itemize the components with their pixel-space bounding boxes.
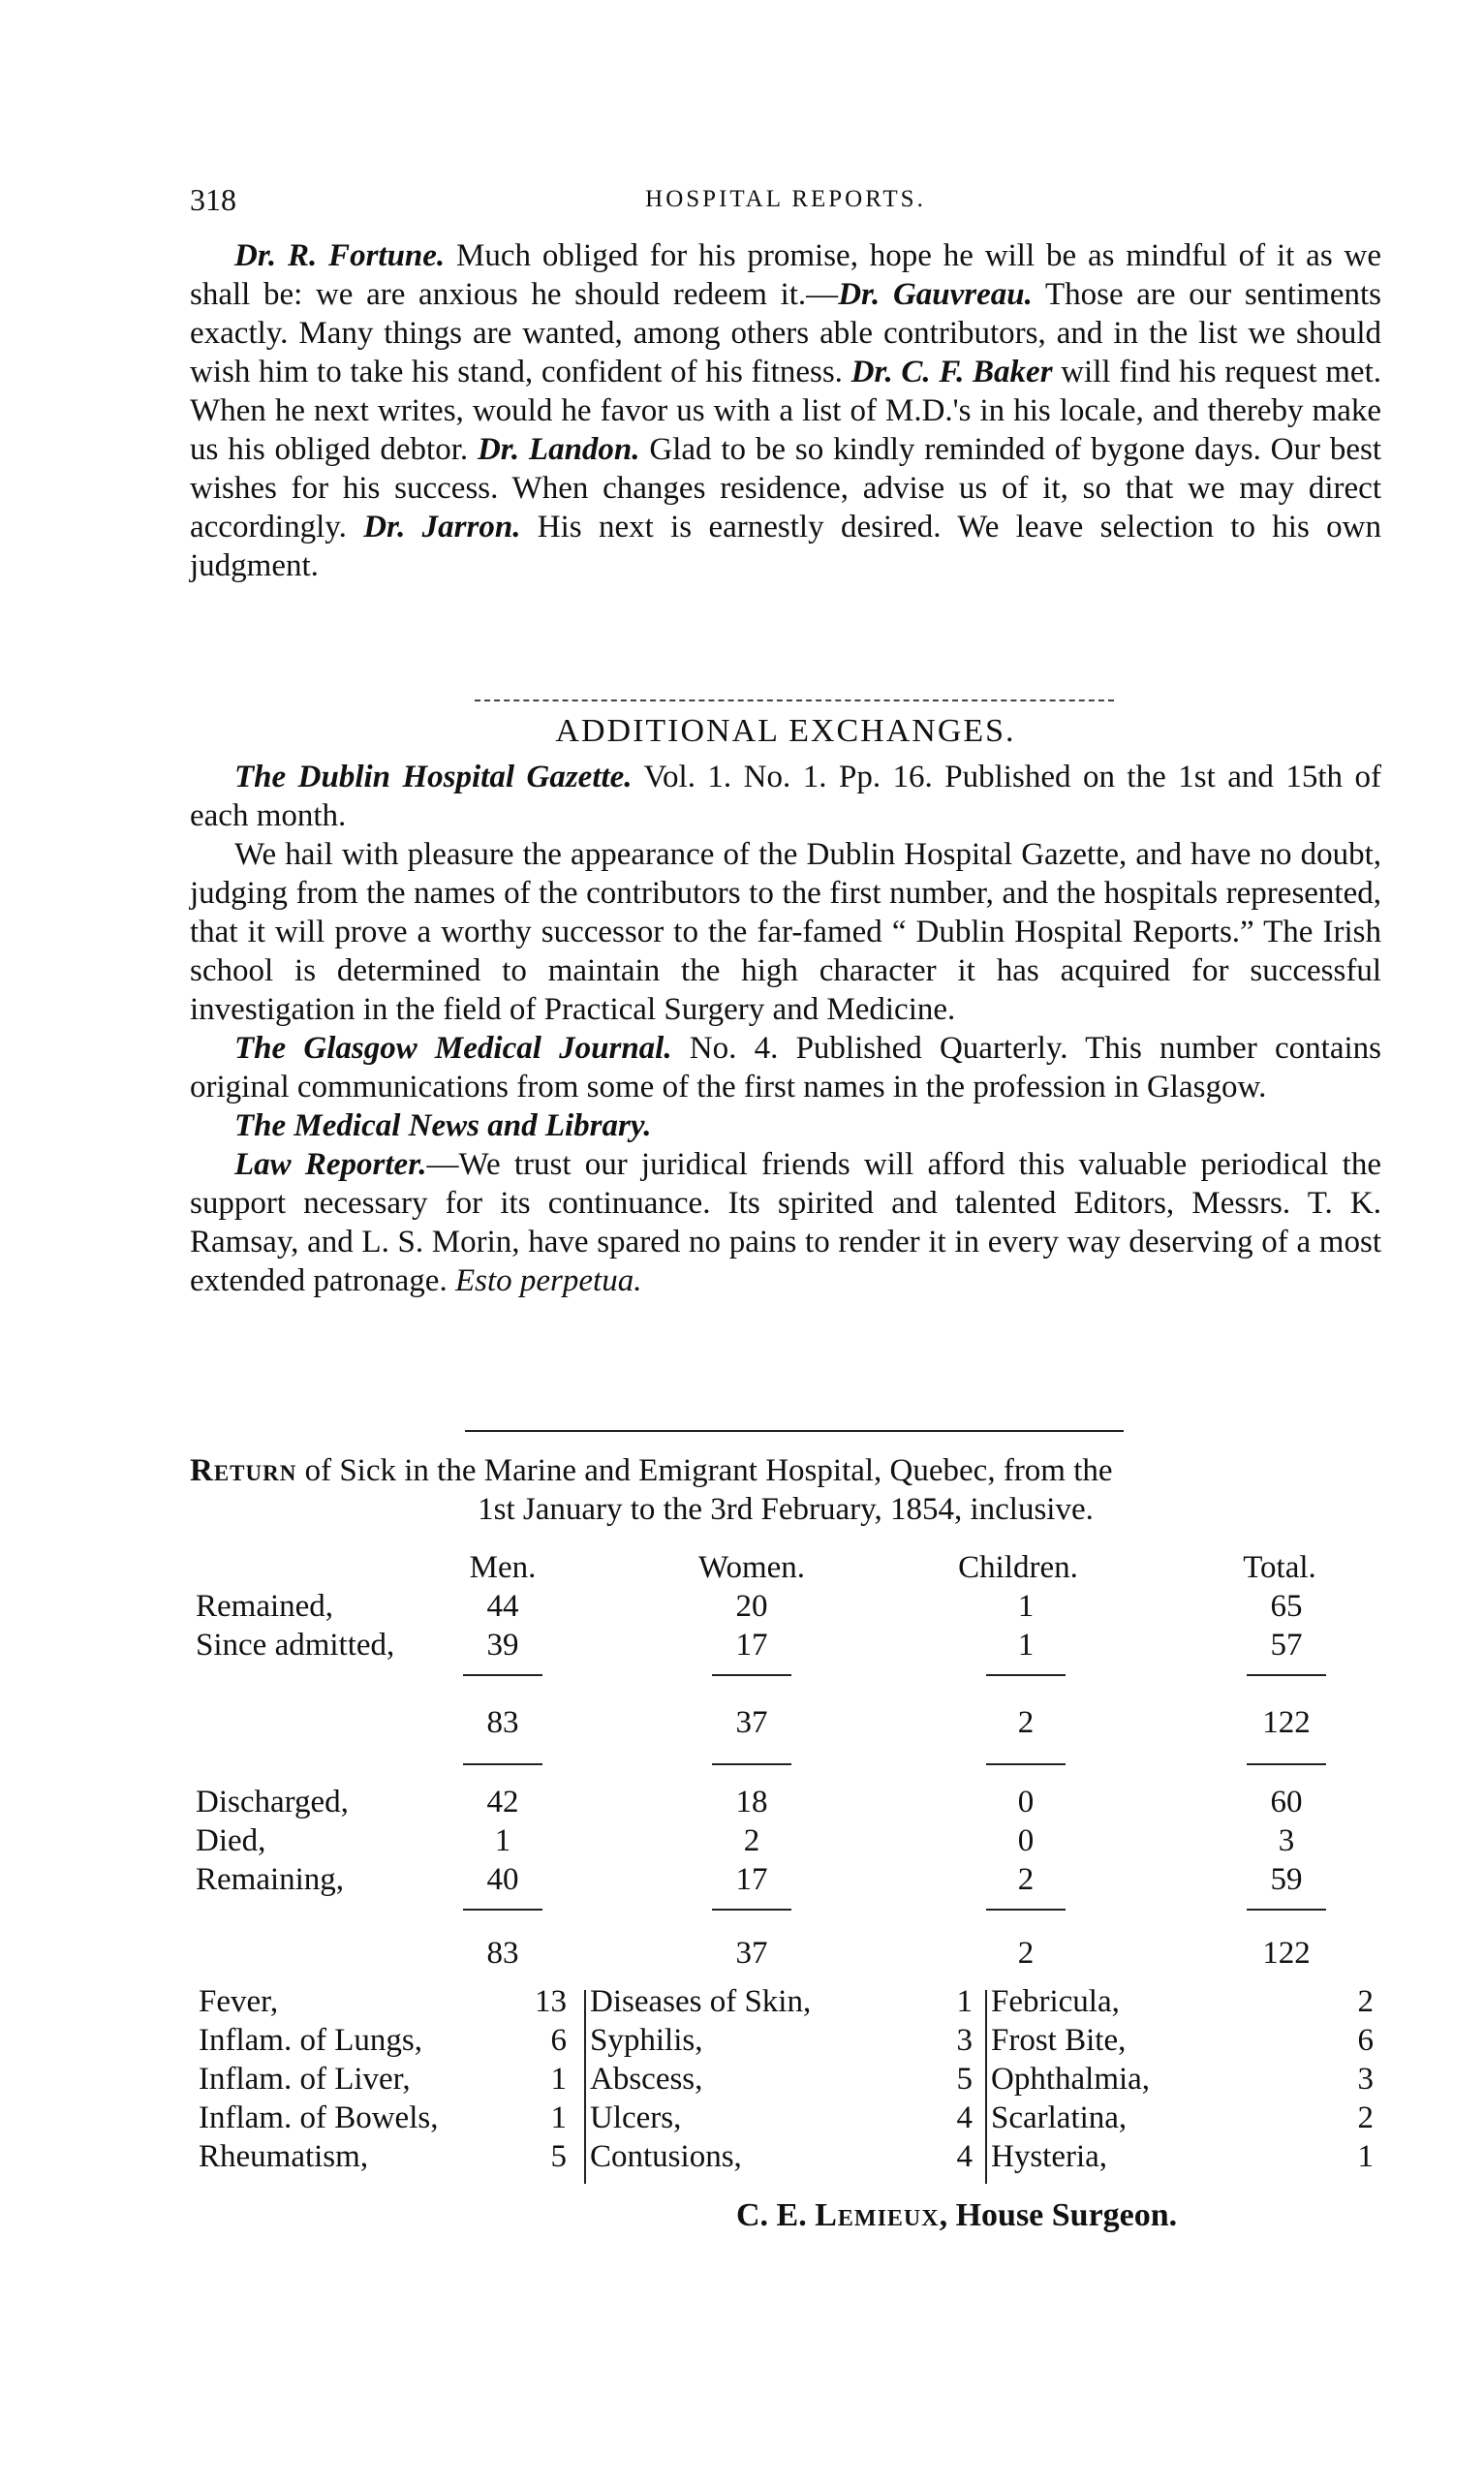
sum-line [463,1909,542,1911]
subtotal-women: 37 [735,1705,768,1740]
header-women: Women. [697,1550,806,1585]
cell-men: 42 [486,1785,519,1819]
sum-line [463,1674,542,1676]
sum-line [986,1763,1066,1765]
disease-count: 6 [550,2023,567,2058]
correspondent-jarron: Dr. Jarron. [363,510,521,544]
disease-name: Inflam. of Bowels, [199,2100,439,2135]
sum-line [1247,1909,1326,1911]
subtotal-total: 122 [1262,1705,1311,1740]
medical-news-title: The Medical News and Library. [234,1108,652,1143]
list-item [991,2137,1378,2176]
section-rule [465,1430,1124,1432]
disease-name: Ophthalmia, [991,2062,1151,2097]
sum-line [712,1909,791,1911]
subtotal-men: 83 [486,1705,519,1740]
note-landon: Glad to be so kindly reminded of bygone days. Our best wishes for his success. When changes residence, advise us of it, so that we may direct accordingly. [190,432,1381,544]
row-label: Died, [196,1823,266,1858]
list-item [991,1982,1378,2021]
cell-total: 59 [1270,1862,1303,1897]
list-item [590,2060,977,2099]
cell-women: 18 [735,1785,768,1819]
cell-men: 44 [486,1589,519,1624]
cell-men: 39 [486,1628,519,1663]
row-label: Remained, [196,1589,334,1624]
correspondents-notes [190,236,1381,585]
disease-column-2 [590,1982,977,2176]
table-row [190,1783,1381,1821]
sum-line [712,1763,791,1765]
disease-count: 4 [956,2139,973,2174]
table-row [190,1626,1381,1664]
list-item [590,2137,977,2176]
disease-name: Syphilis, [590,2023,703,2058]
subtotal-children: 2 [1017,1936,1035,1971]
disease-count: 3 [956,2023,973,2058]
signature-role: , House Surgeon. [939,2197,1178,2233]
disease-name: Inflam. of Liver, [199,2062,411,2097]
disease-breakdown [199,1982,1380,2186]
exchanges-heading: ADDITIONAL EXCHANGES. [555,713,1016,749]
return-title-rest: of Sick in the Marine and Emigrant Hospital, Quebec, from the [296,1453,1113,1488]
return-title [190,1451,1381,1529]
subtotal-row [190,1934,1381,1973]
medical-news-entry [190,1106,1381,1145]
cell-children: 0 [1017,1823,1035,1858]
disease-count: 2 [1357,1984,1374,2019]
disease-column-3 [991,1982,1378,2176]
header-children: Children. [958,1550,1078,1585]
cell-total: 65 [1270,1589,1303,1624]
cell-children: 1 [1017,1628,1035,1663]
table-row [190,1860,1381,1899]
cell-total: 60 [1270,1785,1303,1819]
dublin-entry [190,758,1381,835]
disease-name: Scarlatina, [991,2100,1128,2135]
list-item [199,2060,576,2099]
column-divider [985,1990,987,2184]
disease-count: 13 [535,1984,567,2019]
disease-count: 1 [550,2062,567,2097]
note-fortune: Much obliged for his promise, hope he will be as mindful of it as we shall be: we are anxious he should redeem it.— [190,238,1381,312]
row-label: Since admitted, [196,1628,395,1663]
cell-children: 2 [1017,1862,1035,1897]
disease-name: Inflam. of Lungs, [199,2023,422,2058]
list-item [199,2099,576,2137]
signature-surname: Lemieux [815,2197,940,2233]
page-number: 318 [190,182,236,217]
cell-women: 2 [743,1823,760,1858]
disease-count: 5 [956,2062,973,2097]
disease-name: Ulcers, [590,2100,682,2135]
dublin-title: The Dublin Hospital Gazette. [234,760,633,794]
disease-count: 1 [956,1984,973,2019]
note-jarron: His next is earnestly desired. We leave selection to his own judgment. [190,510,1381,583]
subtotal-row [190,1703,1381,1742]
cell-women: 17 [735,1628,768,1663]
disease-count: 4 [956,2100,973,2135]
column-divider [584,1990,586,2184]
disease-name: Frost Bite, [991,2023,1127,2058]
dublin-details: Vol. 1. No. 1. Pp. 16. Published on the 1st and 15th of each month. [190,760,1381,833]
list-item [590,2099,977,2137]
disease-name: Fever, [199,1984,279,2019]
note-gauvreau: Those are our sentiments exactly. Many things are wanted, among others able contributors, and in the list we should wish him to take his stand, confident of his fitness. [190,277,1381,389]
row-label: Remaining, [196,1862,345,1897]
list-item [991,2099,1378,2137]
glasgow-entry [190,1029,1381,1106]
sum-line [986,1909,1066,1911]
list-item [590,2021,977,2060]
law-reporter-title: Law Reporter. [234,1147,427,1182]
running-head [190,182,1381,221]
correspondents-paragraph [190,236,1381,585]
disease-name: Diseases of Skin, [590,1984,812,2019]
table-row [190,1821,1381,1860]
return-lead-word: Return [190,1453,297,1488]
disease-name: Rheumatism, [199,2139,369,2174]
return-table [190,1548,1381,1975]
header-total: Total. [1243,1550,1316,1585]
cell-women: 17 [735,1862,768,1897]
correspondent-baker: Dr. C. F. Baker [850,355,1053,389]
disease-count: 2 [1357,2100,1374,2135]
list-item [199,2021,576,2060]
table-row [190,1587,1381,1626]
cell-children: 1 [1017,1589,1035,1624]
sum-line [1247,1763,1326,1765]
signature-initials: C. E. [736,2197,816,2233]
signature [736,2197,1177,2234]
disease-name: Febricula, [991,1984,1120,2019]
return-title-line2: 1st January to the 3rd February, 1854, inclusive. [478,1492,1094,1527]
row-label: Discharged, [196,1785,349,1819]
disease-count: 1 [1357,2139,1374,2174]
sum-line [463,1763,542,1765]
subtotal-women: 37 [735,1936,768,1971]
section-separator [475,700,1114,701]
return-header-row [190,1548,1381,1587]
sum-line [1247,1674,1326,1676]
cell-children: 0 [1017,1785,1035,1819]
cell-men: 40 [486,1862,519,1897]
cell-men: 1 [494,1823,511,1858]
subtotal-children: 2 [1017,1705,1035,1740]
law-reporter-entry [190,1145,1381,1300]
disease-count: 5 [550,2139,567,2174]
correspondent-landon: Dr. Landon. [477,432,640,467]
subtotal-total: 122 [1262,1936,1311,1971]
disease-count: 3 [1357,2062,1374,2097]
subtotal-men: 83 [486,1936,519,1971]
disease-count: 6 [1357,2023,1374,2058]
sum-line [712,1674,791,1676]
law-reporter-text: —We trust our juridical friends will afford this valuable periodical the support necessary for its continuance. Its spirited and talented Editors, Messrs. T. K. Ramsay, and L. S. Morin, have spared no pains to render it in every way deserving of a most extended patronage. [190,1147,1381,1298]
sum-line [986,1674,1066,1676]
list-item [590,1982,977,2021]
header-men: Men. [469,1550,537,1585]
glasgow-title: The Glasgow Medical Journal. [234,1031,672,1066]
disease-name: Hysteria, [991,2139,1108,2174]
dublin-review: We hail with pleasure the appearance of the Dublin Hospital Gazette, and have no doubt, judging from the names of the contributors to the first number, and the hospitals represented, that it will prove a worthy successor to the far-famed “ Dublin Hospital Reports.” The Irish school is determined to maintain the high character it has acquired for successful investigation in the field of Practical Surgery and Medicine. [190,837,1381,1027]
disease-column-1 [199,1982,576,2176]
cell-total: 3 [1278,1823,1295,1858]
list-item [199,1982,576,2021]
correspondent-fortune: Dr. R. Fortune. [234,238,446,273]
disease-name: Contusions, [590,2139,742,2174]
list-item [991,2060,1378,2099]
cell-women: 20 [735,1589,768,1624]
disease-name: Abscess, [590,2062,703,2097]
law-reporter-motto: Esto perpetua. [454,1263,642,1298]
list-item [991,2021,1378,2060]
glasgow-text: No. 4. Published Quarterly. This number contains original communications from some of the first names in the profession in Glasgow. [190,1031,1381,1104]
disease-count: 1 [550,2100,567,2135]
exchanges-section [190,758,1381,1300]
correspondent-gauvreau: Dr. Gauvreau. [838,277,1033,312]
running-head-title: HOSPITAL REPORTS. [645,186,926,212]
note-baker: will find his request met. When he next writes, would he favor us with a list of M.D.'s in his locale, and thereby make us his obliged debtor. [190,355,1382,467]
list-item [199,2137,576,2176]
cell-total: 57 [1270,1628,1303,1663]
